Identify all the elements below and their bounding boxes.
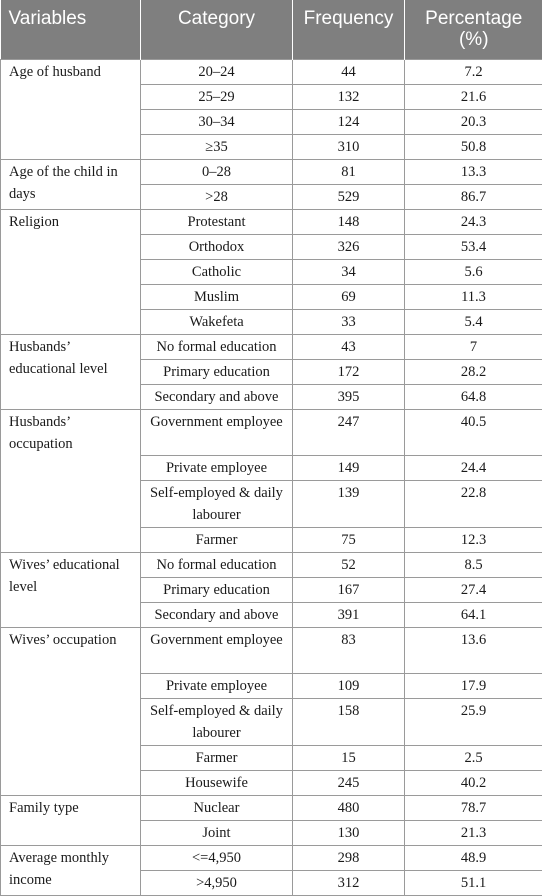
percentage-cell: 86.7	[405, 184, 542, 209]
frequency-cell: 480	[293, 795, 405, 820]
variable-cell: Wives’ occupation	[1, 627, 141, 795]
percentage-cell: 64.8	[405, 384, 542, 409]
header-percentage: Percentage (%)	[405, 0, 542, 59]
table-body	[1, 59, 542, 895]
percentage-cell: 40.5	[405, 409, 542, 455]
percentage-cell: 53.4	[405, 234, 542, 259]
percentage-cell: 7.2	[405, 59, 542, 84]
category-cell: Muslim	[141, 284, 293, 309]
percentage-cell: 40.2	[405, 770, 542, 795]
category-cell: >28	[141, 184, 293, 209]
frequency-cell: 158	[293, 698, 405, 745]
category-cell: Private employee	[141, 673, 293, 698]
category-cell: Self-employed & daily labourer	[141, 480, 293, 527]
category-cell: Private employee	[141, 455, 293, 480]
frequency-cell: 391	[293, 602, 405, 627]
frequency-cell: 75	[293, 527, 405, 552]
frequency-cell: 44	[293, 59, 405, 84]
header-variables: Variables	[1, 0, 141, 59]
frequency-cell: 149	[293, 455, 405, 480]
frequency-cell: 167	[293, 577, 405, 602]
table-row	[1, 159, 542, 184]
frequency-cell: 172	[293, 359, 405, 384]
percentage-cell: 21.6	[405, 84, 542, 109]
category-cell: Self-employed & daily labourer	[141, 698, 293, 745]
percentage-cell: 5.6	[405, 259, 542, 284]
category-cell: Government employee	[141, 409, 293, 455]
percentage-cell: 21.3	[405, 820, 542, 845]
category-cell: Nuclear	[141, 795, 293, 820]
frequency-cell: 43	[293, 334, 405, 359]
frequency-cell: 109	[293, 673, 405, 698]
category-cell: >4,950	[141, 870, 293, 895]
category-cell: Catholic	[141, 259, 293, 284]
header-row	[1, 0, 542, 59]
category-cell: Government employee	[141, 627, 293, 673]
category-cell: Secondary and above	[141, 602, 293, 627]
category-cell: 30–34	[141, 109, 293, 134]
table-row	[1, 59, 542, 84]
percentage-cell: 5.4	[405, 309, 542, 334]
category-cell: Farmer	[141, 745, 293, 770]
percentage-cell: 2.5	[405, 745, 542, 770]
table-row	[1, 627, 542, 673]
frequency-cell: 69	[293, 284, 405, 309]
percentage-cell: 12.3	[405, 527, 542, 552]
percentage-cell: 64.1	[405, 602, 542, 627]
category-cell: Wakefeta	[141, 309, 293, 334]
percentage-cell: 11.3	[405, 284, 542, 309]
table-row	[1, 409, 542, 455]
category-cell: 0–28	[141, 159, 293, 184]
percentage-cell: 7	[405, 334, 542, 359]
percentage-cell: 78.7	[405, 795, 542, 820]
header-category: Category	[141, 0, 293, 59]
percentage-cell: 24.3	[405, 209, 542, 234]
table-header	[1, 0, 542, 59]
category-cell: Orthodox	[141, 234, 293, 259]
percentage-cell: 17.9	[405, 673, 542, 698]
frequency-cell: 247	[293, 409, 405, 455]
percentage-cell: 13.6	[405, 627, 542, 673]
percentage-cell: 13.3	[405, 159, 542, 184]
table-row	[1, 209, 542, 234]
variable-cell: Wives’ educational level	[1, 552, 141, 627]
frequency-cell: 81	[293, 159, 405, 184]
percentage-cell: 25.9	[405, 698, 542, 745]
category-cell: <=4,950	[141, 845, 293, 870]
category-cell: 20–24	[141, 59, 293, 84]
percentage-cell: 28.2	[405, 359, 542, 384]
frequency-cell: 245	[293, 770, 405, 795]
frequency-cell: 34	[293, 259, 405, 284]
frequency-cell: 15	[293, 745, 405, 770]
category-cell: Protestant	[141, 209, 293, 234]
frequency-cell: 132	[293, 84, 405, 109]
percentage-cell: 20.3	[405, 109, 542, 134]
variable-cell: Husbands’ educational level	[1, 334, 141, 409]
percentage-cell: 8.5	[405, 552, 542, 577]
variable-cell: Average monthly income	[1, 845, 141, 895]
category-cell: Primary education	[141, 359, 293, 384]
frequency-cell: 310	[293, 134, 405, 159]
variable-cell: Family type	[1, 795, 141, 845]
category-cell: No formal education	[141, 552, 293, 577]
category-cell: Secondary and above	[141, 384, 293, 409]
table-row	[1, 795, 542, 820]
table-row	[1, 334, 542, 359]
variable-cell: Religion	[1, 209, 141, 334]
frequency-cell: 139	[293, 480, 405, 527]
percentage-cell: 50.8	[405, 134, 542, 159]
variable-cell: Husbands’ occupation	[1, 409, 141, 552]
category-cell: Farmer	[141, 527, 293, 552]
frequency-cell: 148	[293, 209, 405, 234]
frequency-cell: 326	[293, 234, 405, 259]
frequency-cell: 33	[293, 309, 405, 334]
percentage-cell: 22.8	[405, 480, 542, 527]
table-row	[1, 845, 542, 870]
frequency-cell: 395	[293, 384, 405, 409]
category-cell: Housewife	[141, 770, 293, 795]
frequency-cell: 529	[293, 184, 405, 209]
frequency-cell: 130	[293, 820, 405, 845]
category-cell: ≥35	[141, 134, 293, 159]
table-row	[1, 552, 542, 577]
percentage-cell: 24.4	[405, 455, 542, 480]
frequency-cell: 312	[293, 870, 405, 895]
category-cell: No formal education	[141, 334, 293, 359]
percentage-cell: 48.9	[405, 845, 542, 870]
header-frequency: Frequency	[293, 0, 405, 59]
variable-cell: Age of the child in days	[1, 159, 141, 209]
frequency-cell: 124	[293, 109, 405, 134]
category-cell: 25–29	[141, 84, 293, 109]
category-cell: Joint	[141, 820, 293, 845]
frequency-cell: 83	[293, 627, 405, 673]
frequency-cell: 52	[293, 552, 405, 577]
percentage-cell: 27.4	[405, 577, 542, 602]
percentage-cell: 51.1	[405, 870, 542, 895]
variable-cell: Age of husband	[1, 59, 141, 159]
frequency-cell: 298	[293, 845, 405, 870]
category-cell: Primary education	[141, 577, 293, 602]
